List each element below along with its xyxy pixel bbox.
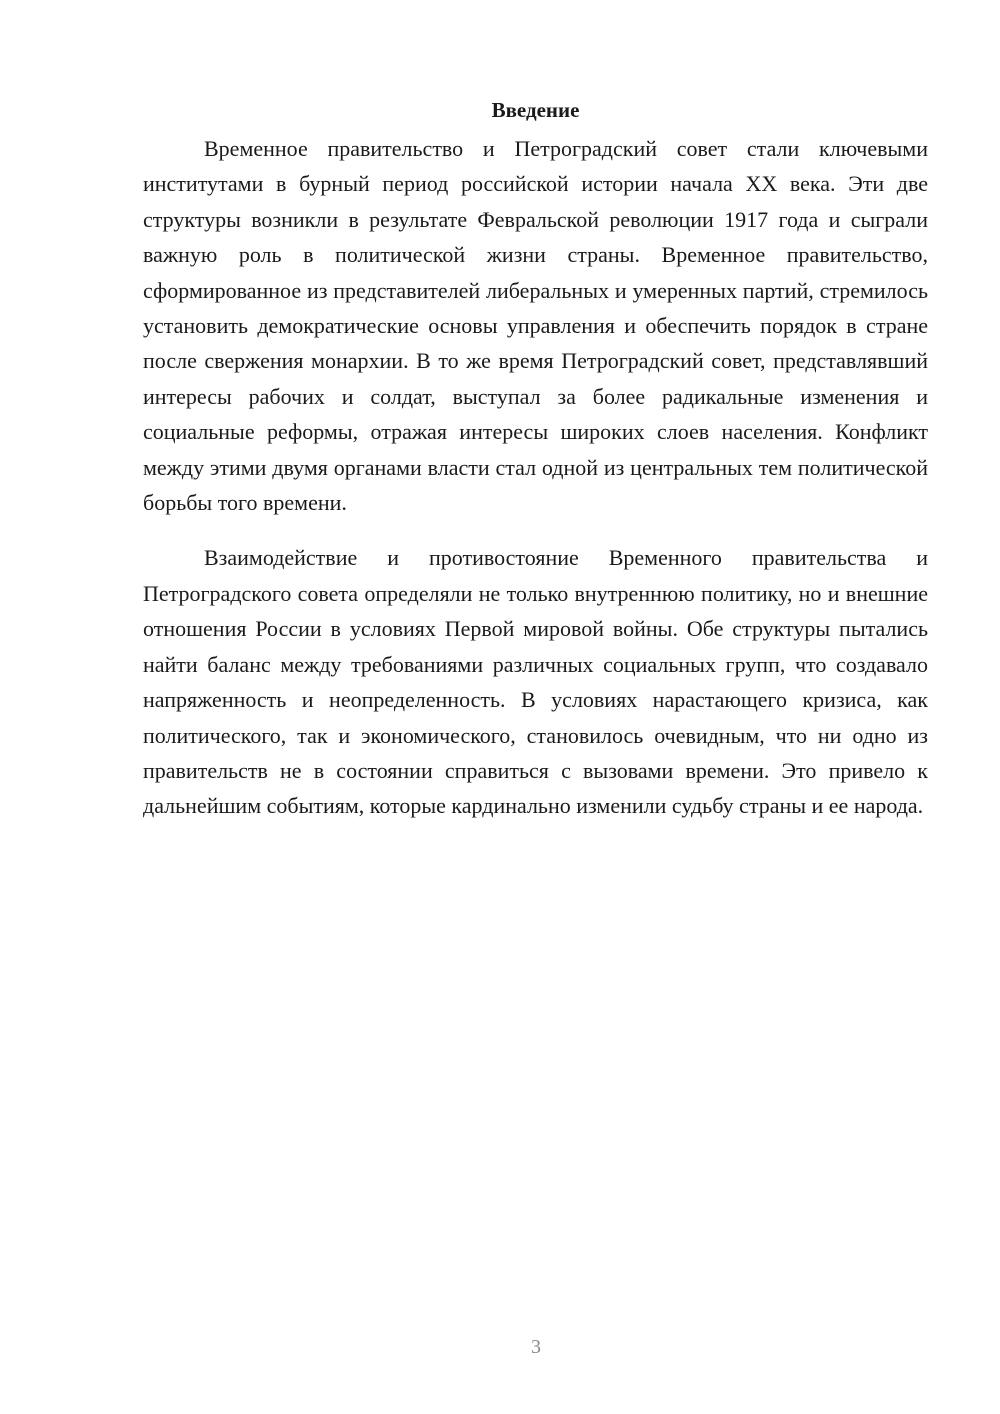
page-number: 3 xyxy=(531,1336,541,1358)
page-content xyxy=(143,92,928,824)
paragraph-1: Временное правительство и Петроградский совет стали ключевыми институтами в бурный период российской истории начала XX века. Эти две структуры возникли в результате Февральской революции 1917 года и сыграли важную роль в политической жизни страны. Временное правительство, сформированное из представителей либеральных и умеренных партий, стремилось установить демократические основы управления и обеспечить порядок в стране после свержения монархии. В то же время Петроградский совет, представлявший интересы рабочих и солдат, выступал за более радикальные изменения и социальные реформы, отражая интересы широких слоев населения. Конфликт между этими двумя органами власти стал одной из центральных тем политической борьбы того времени. xyxy=(143,136,928,516)
section-heading: Введение xyxy=(491,98,580,122)
paragraph-2: Взаимодействие и противостояние Временного правительства и Петроградского совета определяли не только внутреннюю политику, но и внешние отношения России в условиях Первой мировой войны. Обе структуры пытались найти баланс между требованиями различных социальных групп, что создавало напряженность и неопределенность. В условиях нарастающего кризиса, как политического, так и экономического, становилось очевидным, что ни одно из правительств не в состоянии справиться с вызовами времени. Это привело к дальнейшим событиям, которые кардинально изменили судьбу страны и ее народа. xyxy=(143,545,928,819)
